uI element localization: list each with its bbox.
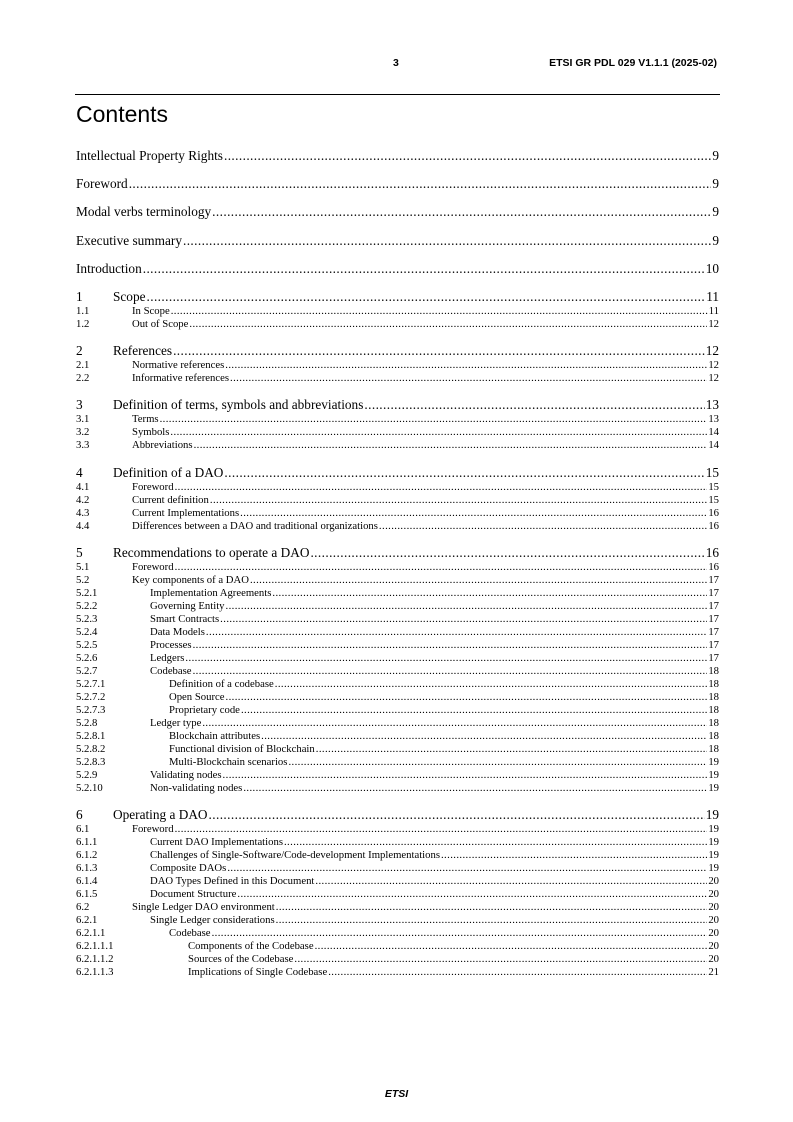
toc-entry-page: 17	[708, 599, 719, 612]
toc-entry-number: 3.1	[76, 413, 90, 426]
toc-entry-title: Data Models	[150, 625, 205, 638]
toc-entry-page: 16	[708, 519, 719, 532]
toc-leader-dots	[193, 665, 708, 677]
toc-entry[interactable]	[76, 439, 719, 452]
toc-entry-page: 20	[708, 940, 719, 952]
toc-entry[interactable]	[76, 807, 719, 823]
toc-entry[interactable]	[76, 574, 719, 587]
toc-entry-title: Foreword	[132, 823, 174, 835]
toc-entry-page: 12	[708, 359, 719, 372]
toc-entry-page: 12	[705, 343, 719, 359]
toc-entry-page: 16	[708, 560, 719, 573]
toc-entry-number: 4.3	[76, 506, 90, 519]
toc-entry[interactable]	[76, 343, 719, 359]
toc-leader-dots	[284, 836, 707, 848]
toc-leader-dots	[210, 494, 707, 506]
toc-entry-number: 5.2.7.3	[76, 703, 106, 716]
toc-entry-title: Functional division of Blockchain	[169, 742, 315, 755]
toc-leader-dots	[224, 465, 704, 481]
toc-entry-number: 5.2.4	[76, 625, 98, 638]
toc-leader-dots	[160, 413, 708, 425]
toc-entry[interactable]	[76, 413, 719, 426]
toc-entry-title: Composite DAOs	[150, 862, 227, 874]
toc-entry[interactable]	[76, 756, 719, 769]
toc-entry-page: 16	[705, 544, 719, 560]
toc-leader-dots	[226, 600, 708, 612]
toc-entry[interactable]	[76, 176, 719, 192]
toc-entry-title: Definition of a codebase	[169, 677, 274, 690]
toc-entry[interactable]	[76, 520, 719, 533]
toc-entry[interactable]	[76, 600, 719, 613]
toc-entry-page: 17	[708, 586, 719, 599]
toc-entry[interactable]	[76, 743, 719, 756]
toc-entry-number: 6.1.5	[76, 888, 98, 900]
toc-leader-dots	[294, 953, 707, 965]
toc-entry[interactable]	[76, 704, 719, 717]
page-number: 3	[393, 57, 399, 69]
toc-entry-title: Definition of a DAO	[113, 464, 224, 480]
toc-leader-dots	[276, 914, 708, 926]
contents-heading: Contents	[76, 101, 169, 127]
toc-entry[interactable]	[76, 691, 719, 704]
toc-entry[interactable]	[76, 875, 719, 888]
toc-entry-title: Document Structure	[150, 888, 237, 900]
toc-entry[interactable]	[76, 626, 719, 639]
toc-leader-dots	[226, 691, 708, 703]
toc-entry[interactable]	[76, 426, 719, 439]
toc-entry[interactable]	[76, 359, 719, 372]
toc-leader-dots	[315, 940, 708, 952]
toc-entry[interactable]	[76, 204, 719, 220]
toc-entry[interactable]	[76, 849, 719, 862]
toc-entry[interactable]	[76, 953, 719, 966]
toc-leader-dots	[276, 901, 708, 913]
toc-leader-dots	[261, 730, 707, 742]
toc-entry-title: Foreword	[76, 176, 128, 192]
toc-leader-dots	[175, 481, 708, 493]
toc-entry-title: Challenges of Single-Software/Code-development Implementations	[150, 849, 440, 861]
toc-leader-dots	[194, 439, 708, 451]
toc-entry-title: Proprietary code	[169, 703, 240, 716]
toc-entry-number: 1	[76, 289, 83, 304]
toc-leader-dots	[223, 769, 708, 781]
toc-entry-page: 17	[708, 625, 719, 638]
toc-leader-dots	[220, 613, 707, 625]
toc-entry[interactable]	[76, 261, 719, 277]
toc-entry-number: 6.2.1.1.1	[76, 940, 114, 952]
toc-entry-title: Codebase	[150, 664, 192, 677]
toc-entry-title: Terms	[132, 413, 159, 426]
toc-leader-dots	[147, 289, 706, 305]
toc-entry-page: 19	[708, 849, 719, 861]
toc-entry-number: 5.2.7	[76, 664, 98, 677]
toc-entry[interactable]	[76, 305, 719, 318]
toc-entry-page: 17	[708, 651, 719, 664]
toc-entry-title: Out of Scope	[132, 318, 189, 330]
toc-entry-page: 16	[708, 506, 719, 519]
toc-entry-page: 18	[708, 729, 719, 742]
toc-entry-page: 10	[705, 260, 719, 276]
toc-entry-number: 5.1	[76, 560, 90, 573]
toc-entry[interactable]	[76, 587, 719, 600]
toc-entry-page: 9	[712, 232, 719, 248]
toc-leader-dots	[209, 807, 705, 823]
toc-leader-dots	[316, 743, 708, 755]
toc-entry[interactable]	[76, 652, 719, 665]
toc-entry-title: Informative references	[132, 372, 230, 385]
toc-entry-number: 5	[76, 544, 83, 560]
toc-entry[interactable]	[76, 639, 719, 652]
toc-entry-title: DAO Types Defined in this Document	[150, 875, 315, 887]
toc-entry-number: 5.2.1	[76, 586, 98, 599]
toc-entry-number: 6.2.1	[76, 914, 98, 926]
toc-entry-page: 19	[708, 755, 719, 768]
toc-entry[interactable]	[76, 613, 719, 626]
toc-entry-page: 19	[708, 862, 719, 874]
toc-entry-number: 6.2.1.1	[76, 927, 106, 939]
toc-leader-dots	[328, 966, 707, 978]
toc-entry-page: 21	[708, 966, 719, 978]
toc-entry-number: 2.2	[76, 372, 90, 385]
toc-entry-title: Sources of the Codebase	[188, 953, 294, 965]
toc-entry-number: 2	[76, 343, 83, 359]
toc-entry-title: Ledger type	[150, 716, 202, 729]
toc-entry-number: 6.2.1.1.3	[76, 966, 114, 978]
toc-leader-dots	[171, 305, 708, 317]
toc-entry-page: 15	[708, 493, 719, 506]
toc-leader-dots	[250, 574, 707, 586]
toc-leader-dots	[240, 507, 707, 519]
toc-entry-title: Executive summary	[76, 232, 182, 248]
toc-leader-dots	[173, 343, 705, 359]
toc-entry-page: 14	[708, 426, 719, 439]
toc-entry-title: Processes	[150, 638, 192, 651]
toc-entry-number: 5.2.5	[76, 638, 98, 651]
toc-leader-dots	[230, 372, 707, 384]
toc-entry-page: 20	[708, 901, 719, 913]
toc-entry-page: 18	[708, 716, 719, 729]
toc-entry[interactable]	[76, 507, 719, 520]
toc-entry[interactable]	[76, 823, 719, 836]
toc-entry[interactable]	[76, 927, 719, 940]
toc-leader-dots	[175, 823, 708, 835]
toc-entry-number: 4.4	[76, 519, 90, 532]
toc-entry-title: Single Ledger considerations	[150, 914, 275, 926]
toc-entry[interactable]	[76, 665, 719, 678]
toc-entry-page: 11	[708, 305, 719, 317]
toc-entry[interactable]	[76, 914, 719, 927]
toc-entry-title: Foreword	[132, 560, 174, 573]
toc-entry-title: References	[113, 343, 173, 359]
toc-leader-dots	[143, 261, 705, 277]
toc-entry-title: Codebase	[169, 927, 211, 939]
toc-entry-number: 5.2.7.2	[76, 690, 106, 703]
toc-leader-dots	[185, 652, 707, 664]
toc-entry-page: 20	[708, 953, 719, 965]
toc-entry-number: 2.1	[76, 359, 90, 372]
toc-entry-number: 6.1.1	[76, 836, 98, 848]
toc-entry[interactable]	[76, 289, 719, 305]
toc-entry-page: 17	[708, 638, 719, 651]
toc-leader-dots	[441, 849, 707, 861]
toc-leader-dots	[189, 318, 707, 330]
toc-entry-title: Ledgers	[150, 651, 185, 664]
toc-entry-page: 18	[708, 690, 719, 703]
toc-entry[interactable]	[76, 717, 719, 730]
toc-entry-title: Abbreviations	[132, 439, 193, 452]
toc-leader-dots	[241, 704, 707, 716]
toc-entry[interactable]	[76, 372, 719, 385]
toc-entry[interactable]	[76, 888, 719, 901]
toc-entry-title: Non-validating nodes	[150, 781, 243, 794]
toc-entry-number: 4	[76, 464, 83, 480]
toc-entry-number: 5.2.6	[76, 651, 98, 664]
toc-entry-page: 18	[708, 703, 719, 716]
toc-leader-dots	[227, 862, 707, 874]
toc-entry-number: 4.1	[76, 480, 90, 493]
toc-leader-dots	[275, 678, 708, 690]
toc-entry-page: 19	[708, 836, 719, 848]
toc-entry-number: 6.1.2	[76, 849, 98, 861]
toc-leader-dots	[175, 561, 708, 573]
toc-entry-page: 19	[708, 823, 719, 835]
toc-entry-page: 20	[708, 914, 719, 926]
toc-entry[interactable]	[76, 678, 719, 691]
toc-leader-dots	[129, 176, 712, 192]
toc-entry-title: Modal verbs terminology	[76, 204, 212, 220]
toc-entry[interactable]	[76, 397, 719, 413]
toc-entry-number: 5.2.8	[76, 716, 98, 729]
toc-entry-number: 5.2.7.1	[76, 677, 106, 690]
toc-entry-number: 6.1.4	[76, 875, 98, 887]
toc-entry-title: Multi-Blockchain scenarios	[169, 755, 288, 768]
page-footer: ETSI	[384, 1088, 409, 1100]
toc-entry[interactable]	[76, 862, 719, 875]
toc-entry-page: 15	[705, 464, 719, 480]
toc-entry-title: Intellectual Property Rights	[76, 148, 223, 163]
toc-entry-title: Components of the Codebase	[188, 940, 314, 952]
toc-entry-number: 5.2.9	[76, 768, 98, 781]
toc-entry-title: Current Implementations	[132, 506, 240, 519]
toc-entry-number: 5.2.8.1	[76, 729, 106, 742]
toc-entry-title: Validating nodes	[150, 768, 222, 781]
toc-entry-title: Implementation Agreements	[150, 586, 272, 599]
toc-leader-dots	[272, 587, 707, 599]
toc-entry-page: 9	[712, 176, 719, 192]
toc-entry-page: 19	[705, 807, 719, 822]
toc-entry-page: 9	[712, 204, 719, 220]
toc-entry-title: Current DAO Implementations	[150, 836, 283, 848]
toc-entry-title: Differences between a DAO and traditional organizations	[132, 519, 378, 532]
toc-entry-title: Smart Contracts	[150, 612, 220, 625]
toc-entry-page: 19	[708, 768, 719, 781]
toc-entry-number: 6.1.3	[76, 862, 98, 874]
toc-entry-number: 1.1	[76, 305, 90, 317]
toc-entry[interactable]	[76, 730, 719, 743]
toc-entry-title: Single Ledger DAO environment	[132, 901, 275, 913]
toc-leader-dots	[202, 717, 707, 729]
toc-entry[interactable]	[76, 545, 719, 561]
toc-entry-title: Definition of terms, symbols and abbreviations	[113, 397, 364, 413]
toc-entry-number: 5.2	[76, 573, 90, 586]
document-id: ETSI GR PDL 029 V1.1.1 (2025-02)	[549, 57, 717, 69]
toc-leader-dots	[212, 204, 711, 220]
toc-entry-page: 20	[708, 927, 719, 939]
toc-entry-number: 5.2.8.3	[76, 755, 106, 768]
toc-entry-title: Governing Entity	[150, 599, 225, 612]
toc-entry-number: 5.2.8.2	[76, 742, 106, 755]
toc-entry-title: Open Source	[169, 690, 225, 703]
toc-entry-title: Normative references	[132, 359, 225, 372]
toc-entry[interactable]	[76, 233, 719, 249]
toc-entry-page: 17	[708, 612, 719, 625]
toc-entry[interactable]	[76, 494, 719, 507]
toc-leader-dots	[315, 875, 707, 887]
toc-entry-title: Operating a DAO	[113, 807, 208, 822]
toc-leader-dots	[364, 397, 704, 413]
toc-entry-title: Implications of Single Codebase	[188, 966, 328, 978]
toc-entry-number: 5.2.2	[76, 599, 98, 612]
toc-entry-number: 3.3	[76, 439, 90, 452]
toc-entry[interactable]	[76, 769, 719, 782]
toc-entry-page: 13	[705, 397, 719, 413]
toc-entry-number: 5.2.3	[76, 612, 98, 625]
toc-entry[interactable]	[76, 318, 719, 331]
toc-entry[interactable]	[76, 782, 719, 795]
toc-entry[interactable]	[76, 481, 719, 494]
toc-leader-dots	[379, 520, 707, 532]
toc-leader-dots	[193, 639, 708, 651]
toc-entry-page: 20	[708, 875, 719, 887]
toc-entry-page: 13	[708, 413, 719, 426]
toc-entry[interactable]	[76, 966, 719, 979]
toc-entry-page: 20	[708, 888, 719, 900]
toc-entry-number: 6.2.1.1.2	[76, 953, 114, 965]
toc-entry-page: 17	[708, 573, 719, 586]
toc-entry-title: Recommendations to operate a DAO	[113, 544, 310, 560]
toc-entry-page: 12	[708, 372, 719, 385]
toc-entry-page: 18	[708, 677, 719, 690]
toc-entry-number: 6	[76, 807, 83, 822]
toc-entry-title: Current definition	[132, 493, 209, 506]
toc-entry[interactable]	[76, 836, 719, 849]
toc-entry-number: 6.1	[76, 823, 90, 835]
toc-entry-page: 14	[708, 439, 719, 452]
toc-entry-title: Symbols	[132, 426, 170, 439]
toc-entry-page: 18	[708, 664, 719, 677]
toc-entry[interactable]	[76, 148, 719, 164]
toc-entry-title: Key components of a DAO	[132, 573, 249, 586]
toc-leader-dots	[224, 148, 711, 164]
toc-entry-page: 12	[708, 318, 719, 330]
toc-leader-dots	[206, 626, 707, 638]
toc-entry-page: 9	[712, 148, 719, 163]
toc-leader-dots	[237, 888, 707, 900]
toc-entry-title: In Scope	[132, 305, 170, 317]
toc-entry[interactable]	[76, 901, 719, 914]
toc-entry-number: 4.2	[76, 493, 90, 506]
toc-leader-dots	[170, 426, 707, 438]
toc-entry-page: 11	[706, 289, 719, 304]
toc-entry-number: 3.2	[76, 426, 90, 439]
toc-entry-number: 6.2	[76, 901, 90, 913]
toc-leader-dots	[183, 233, 711, 249]
toc-entry-number: 1.2	[76, 318, 90, 330]
toc-leader-dots	[288, 756, 707, 768]
toc-entry-page: 19	[708, 781, 719, 794]
toc-leader-dots	[225, 359, 707, 371]
toc-entry-page: 15	[708, 480, 719, 493]
toc-entry-number: 5.2.10	[76, 781, 103, 794]
toc-entry-page: 18	[708, 742, 719, 755]
toc-entry-title: Foreword	[132, 480, 174, 493]
toc-entry[interactable]	[76, 465, 719, 481]
toc-leader-dots	[243, 782, 707, 794]
toc-entry-title: Scope	[113, 289, 146, 304]
toc-leader-dots	[212, 927, 708, 939]
toc-entry-number: 3	[76, 397, 83, 413]
toc-entry[interactable]	[76, 940, 719, 953]
toc-entry-title: Introduction	[76, 260, 142, 276]
toc-entry-title: Blockchain attributes	[169, 729, 261, 742]
toc-leader-dots	[310, 545, 704, 561]
toc-entry[interactable]	[76, 561, 719, 574]
